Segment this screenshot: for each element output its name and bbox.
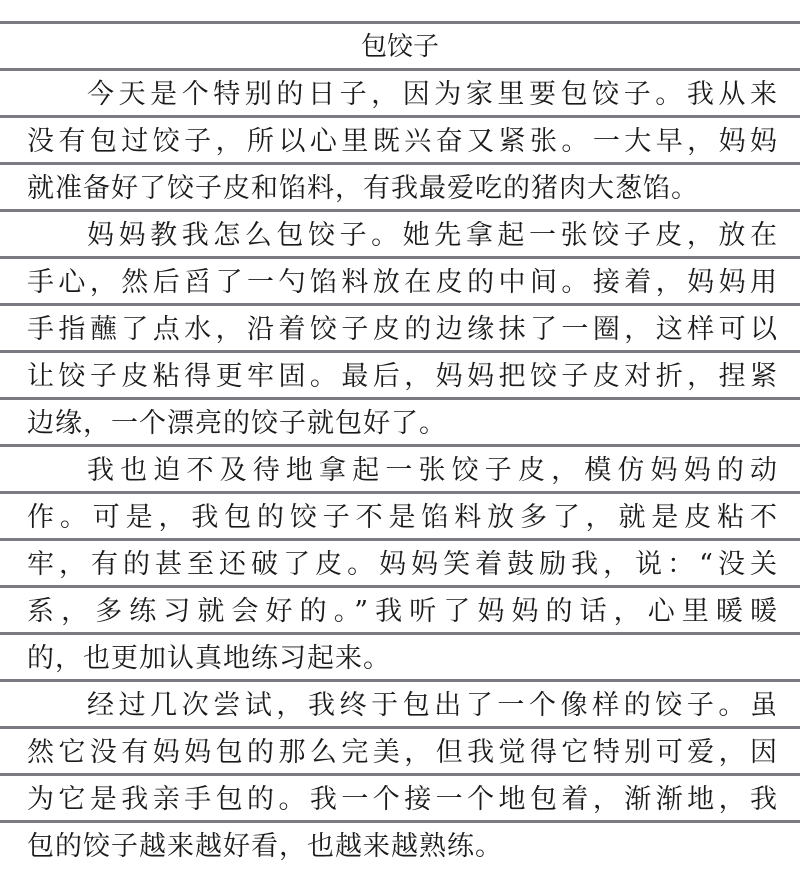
text-line: 为它是我亲手包的。我一个接一个地包着，渐渐地，我 (27, 784, 778, 815)
text-line: 边缘，一个漂亮的饺子就包好了。 (27, 408, 447, 439)
text-line: 手心，然后舀了一勺馅料放在皮的中间。接着，妈妈用 (27, 267, 778, 298)
document-title: 包饺子 (360, 32, 439, 62)
text-line: 牢，有的甚至还破了皮。妈妈笑着鼓励我，说：“没关 (27, 549, 778, 580)
text-line: 包的饺子越来越好看，也越来越熟练。 (27, 831, 503, 862)
text-line: 就准备好了饺子皮和馅料，有我最爱吃的猪肉大葱馅。 (27, 173, 699, 204)
text-line: 的，也更加认真地练习起来。 (27, 643, 391, 674)
text-line: 我也迫不及待地拿起一张饺子皮，模仿妈妈的动 (87, 455, 778, 486)
text-line: 系，多练习就会好的。”我听了妈妈的话，心里暖暖 (27, 596, 778, 627)
text-line: 然它没有妈妈包的那么完美，但我觉得它特别可爱，因 (27, 737, 778, 768)
text-line: 没有包过饺子，所以心里既兴奋又紧张。一大早，妈妈 (27, 126, 778, 157)
text-line: 妈妈教我怎么包饺子。她先拿起一张饺子皮，放在 (87, 220, 778, 251)
text-line: 今天是个特别的日子，因为家里要包饺子。我从来 (87, 79, 778, 110)
text-line: 经过几次尝试，我终于包出了一个像样的饺子。虽 (87, 690, 778, 721)
text-line: 让饺子皮粘得更牢固。最后，妈妈把饺子皮对折，捏紧 (27, 361, 778, 392)
text-line: 作。可是，我包的饺子不是馅料放多了，就是皮粘不 (27, 502, 778, 533)
text-line: 手指蘸了点水，沿着饺子皮的边缘抹了一圈，这样可以 (27, 314, 778, 345)
